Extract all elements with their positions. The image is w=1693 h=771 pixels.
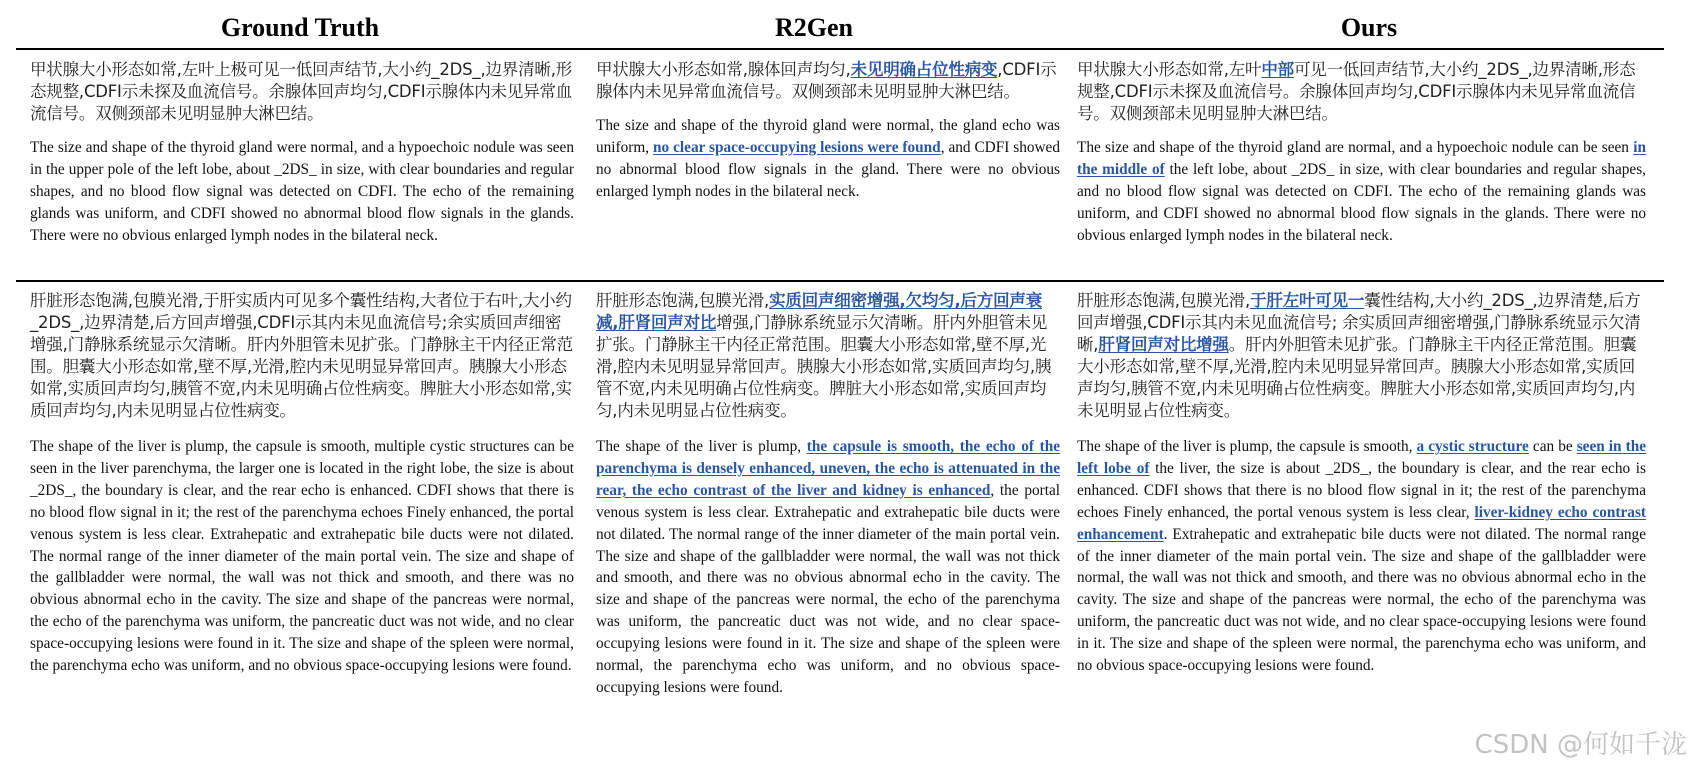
row2-r2gen (596, 290, 1060, 699)
row1-gt-english (30, 137, 574, 247)
header-ours: Ours (1340, 13, 1398, 42)
report-text-segment: 增强,门静脉系统显示欠清晰。肝内外胆管未见扩张。门静脉主干内径正常范围。胆囊大小形态如常,壁不厚,光滑,腔内未见明显异常回声。胰腺大小形态如常,实质回声均匀,胰管不宽,内未见明确占位性病变。脾脏大小形态如常,实质回声均匀,内未见明显占位性病变。 (596, 313, 1052, 420)
report-text-segment: The size and shape of the thyroid gland are normal, and a hypoechoic nodule can be seen (1077, 139, 1634, 156)
report-text-segment: 甲状腺大小形态如常,左叶上极可见一低回声结节,大小约_2DS_,边界清晰,形态规整,CDFI示未探及血流信号。余腺体回声均匀,CDFI示腺体内未见异常血流信号。双侧颈部未见明显肿大淋巴结。 (30, 60, 573, 123)
report-text-segment: 肝脏形态饱满,包膜光滑, (596, 291, 770, 310)
row2-ground-truth (30, 290, 574, 677)
row2-r2gen-chinese (596, 290, 1060, 422)
report-text-segment: . Extrahepatic and extrahepatic bile ducts were not dilated. The normal range of the inner diameter of the main portal vein. The size and shape of the gallbladder were normal, the wall was not thick and smooth, and there was no obvious abnormal echo in the cavity. The size and shape of the pancreas were normal, the echo of the parenchyma was uniform, the pancreatic duct was not wide, and no clear space-occupying lesions were found in it. The size and shape of the spleen were normal, the parenchyma echo was uniform, and no obvious space-occupying lesions were found. (1077, 525, 1646, 675)
highlighted-difference: 中部 (1261, 60, 1294, 79)
row1-r2gen-english (596, 115, 1060, 203)
header-r2gen: R2Gen (775, 13, 853, 42)
report-text-segment: 肝脏形态饱满,包膜光滑,于肝实质内可见多个囊性结构,大者位于右叶,大小约_2DS_,边界清楚,后方回声增强,CDFI示其内未见血流信号;余实质回声细密增强,门静脉系统显示欠清晰。肝内外胆管未见扩张。门静脉主干内径正常范围。胆囊大小形态如常,壁不厚,光滑,腔内未见明显异常回声。胰腺大小形态如常,实质回声均匀,胰管不宽,内未见明确占位性病变。脾脏大小形态如常,实质回声均匀,内未见明显占位性病变。 (30, 291, 573, 420)
highlighted-difference: seen in the left lobe of (1077, 438, 1647, 477)
highlighted-difference: 肝肾回声对比增强 (1098, 335, 1229, 354)
highlighted-difference: 于肝左叶可见一 (1250, 291, 1365, 310)
report-text-segment: The shape of the liver is plump, (596, 438, 807, 455)
highlighted-difference: no clear space-occupying lesions were found (653, 138, 941, 156)
report-text-segment: , and CDFI showed no abnormal blood flow signals in the gland. There were no obvious enlarged lymph nodes in the bilateral neck. (596, 138, 1060, 200)
row2-gt-english (30, 436, 574, 677)
report-text-segment: can be (1528, 438, 1577, 455)
report-text-segment: The size and shape of the thyroid gland were normal, the gland echo was uniform, (596, 117, 1060, 156)
row2-r2gen-english (596, 436, 1060, 699)
report-text-segment: 甲状腺大小形态如常,腺体回声均匀, (596, 60, 851, 79)
report-text-segment: 可见一低回声结节,大小约_2DS_,边界清晰,形态规整,CDFI示未探及血流信号。余腺体回声均匀,CDFI示腺体内未见异常血流信号。双侧颈部未见明显肿大淋巴结。 (1077, 60, 1636, 123)
report-text-segment: the left lobe, about _2DS_ in size, with clear boundaries and regular shapes, and no blood flow signal was detected on CDFI. The echo of the remaining glands was uniform, and CDFI showed no abnormal blood flow signals in the glands. There were no obvious enlarged lymph nodes in the bilateral neck. (1077, 160, 1646, 244)
row1-ours-chinese (1077, 59, 1646, 125)
row1-ours-english (1077, 137, 1646, 247)
row1-ours (1077, 59, 1646, 247)
row1-gt-chinese (30, 59, 574, 125)
watermark: CSDN @何如千泷 (1474, 730, 1687, 760)
highlighted-difference: in the middle of (1077, 139, 1646, 178)
row2-gt-chinese (30, 290, 574, 422)
row1-r2gen-chinese (596, 59, 1060, 103)
row2-ours (1077, 290, 1646, 677)
report-text-segment: The shape of the liver is plump, the capsule is smooth, (1077, 438, 1417, 455)
report-text-segment: The shape of the liver is plump, the capsule is smooth, multiple cystic structures can be seen in the liver parenchyma, the larger one is located in the right lobe, the size is about _2DS_, the boundary is clear, and the rear echo is enhanced. CDFI shows that there is no blood flow signal in it; the rest of the parenchyma echoes Finely enhanced, the portal venous system is less clear. Extrahepatic and extrahepatic bile ducts were not dilated. The normal range of the inner diameter of the main portal vein. The size and shape of the gallbladder were normal, the wall was not thick and smooth, and there was no obvious abnormal echo in the cavity. The size and shape of the pancreas were normal, the echo of the parenchyma was uniform, the pancreatic duct was not wide, and no clear space-occupying lesions were found in it. The size and shape of the spleen were normal, the parenchyma echo was uniform, and no obvious space-occupying lesions were found. (30, 438, 574, 675)
highlighted-difference: the capsule is smooth, the echo of the parenchyma is densely enhanced, uneven, the echo is attenuated in the rear, the echo contrast of the liver and kidney is enhanced (596, 438, 1060, 499)
report-text-segment: the liver, the size is about _2DS_, the boundary is clear, and the rear echo is enhanced. CDFI shows that there is no blood flow signal in it; the rest of the parenchyma echoes Finely enhanced, the portal venous system is less clear, (1077, 459, 1646, 521)
report-text-segment: The size and shape of the thyroid gland were normal, and a hypoechoic nodule was seen in the upper pole of the left lobe, about _2DS_ in size, with clear boundaries and regular shapes, and no blood flow signal was detected on CDFI. The echo of the remaining glands was uniform, and CDFI showed no abnormal blood flow signals in the glands. There were no obvious enlarged lymph nodes in the bilateral neck. (30, 139, 574, 244)
highlighted-difference: 实质回声细密增强,欠均匀,后方回声衰减,肝肾回声对比 (596, 291, 1043, 332)
row1-ground-truth (30, 59, 574, 247)
top-rule (16, 48, 1664, 50)
row-divider (16, 280, 1664, 282)
highlighted-difference: a cystic structure (1416, 438, 1529, 455)
header-ground-truth: Ground Truth (220, 13, 380, 42)
report-text-segment: ,CDFI示腺体内未见异常血流信号。双侧颈部未见明显肿大淋巴结。 (596, 60, 1057, 101)
report-text-segment: 囊性结构,大小约_2DS_,边界清楚,后方回声增强,CDFI示其内未见血流信号; 余实质回声细密增强,门静脉系统显示欠清晰, (1077, 291, 1641, 354)
report-text-segment: , the portal venous system is less clear. Extrahepatic and extrahepatic bile ducts were not dilated. The normal range of the inner diameter of the main portal vein. The size and shape of the gallbladder were normal, the wall was not thick and smooth, and there was no obvious abnormal echo in the cavity. The size and shape of the pancreas were normal, the echo of the parenchyma was uniform, the pancreatic duct was not wide, and no clear space-occupying lesions were found in it. The size and shape of the spleen were normal, the parenchyma echo was uniform, and no obvious space-occupying lesions were found. (596, 481, 1060, 696)
highlighted-difference: liver-kidney echo contrast enhancement (1077, 503, 1646, 543)
report-text-segment: 甲状腺大小形态如常,左叶 (1077, 60, 1262, 79)
report-text-segment: 。肝内外胆管未见扩张。门静脉主干内径正常范围。胆囊大小形态如常,壁不厚,光滑,腔内未见明显异常回声。胰腺大小形态如常,实质回声均匀,胰管不宽,内未见明确占位性病变。脾脏大小形态如常,实质回声均匀,内未见明显占位性病变。 (1077, 335, 1637, 420)
highlighted-difference: 未见明确占位性病变 (850, 60, 998, 79)
row2-ours-english (1077, 436, 1646, 677)
row1-r2gen (596, 59, 1060, 203)
report-text-segment: 肝脏形态饱满,包膜光滑, (1077, 291, 1251, 310)
row2-ours-chinese (1077, 290, 1646, 422)
